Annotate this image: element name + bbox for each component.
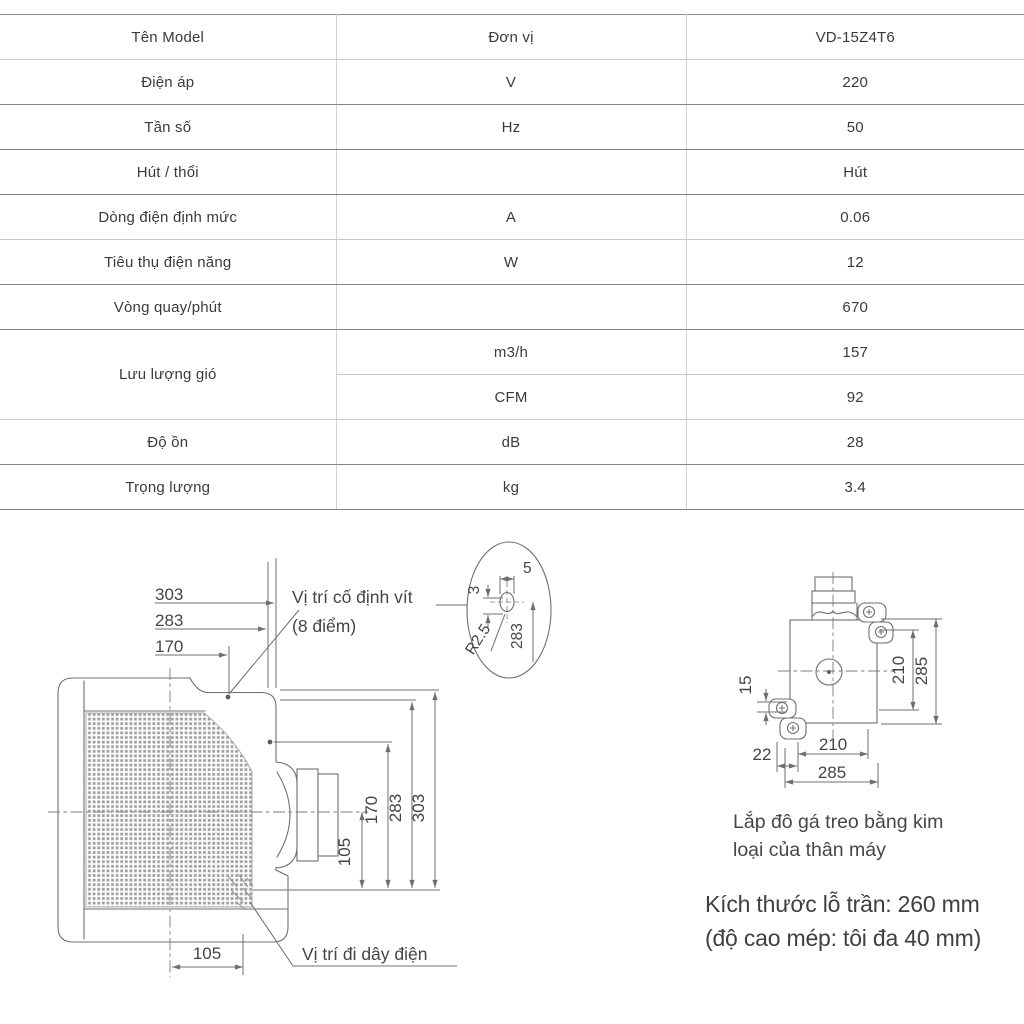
spec-table xyxy=(0,14,1024,510)
table-row xyxy=(0,150,1024,195)
side-view-drawing xyxy=(48,542,551,977)
spec-value: 0.06 xyxy=(686,195,1024,240)
screw-position-note: Vị trí cố định vít xyxy=(292,587,413,607)
spec-label: Dòng điện định mức xyxy=(0,195,336,240)
dim-label: 210 xyxy=(889,655,908,685)
table-row xyxy=(0,195,1024,240)
spec-value: 670 xyxy=(686,285,1024,330)
wire-position-note: Vị trí đi dây điện xyxy=(302,944,428,964)
duct-pipe xyxy=(815,577,852,591)
table-row xyxy=(0,60,1024,105)
spec-value: 12 xyxy=(686,240,1024,285)
spec-value: Hút xyxy=(686,150,1024,195)
spec-value: 50 xyxy=(686,105,1024,150)
fan-body-top xyxy=(790,620,877,723)
spec-label: Tiêu thụ điện năng xyxy=(0,240,336,285)
spec-label: Trọng lượng xyxy=(0,465,336,510)
bracket-caption: Lắp đô gá treo bằng kim xyxy=(733,811,944,833)
spec-label: Hút / thổi xyxy=(0,150,336,195)
dim-label: 3 xyxy=(466,585,483,595)
ceiling-hole-note: (độ cao mép: tôi đa 40 mm) xyxy=(705,925,982,951)
table-header-row xyxy=(0,15,1024,60)
spec-unit xyxy=(336,150,686,195)
spec-unit: kg xyxy=(336,465,686,510)
spec-unit: W xyxy=(336,240,686,285)
spec-label: Vòng quay/phút xyxy=(0,285,336,330)
spec-value: 157 xyxy=(686,330,1024,375)
grille-pattern xyxy=(86,713,252,907)
header-model: Tên Model xyxy=(0,15,336,60)
dim-label: 303 xyxy=(155,585,184,604)
screw-position-note: (8 điểm) xyxy=(292,616,357,636)
spec-unit: dB xyxy=(336,420,686,465)
dim-label: 283 xyxy=(509,623,526,649)
spec-unit: Hz xyxy=(336,105,686,150)
bracket-caption: loại của thân máy xyxy=(733,839,886,861)
spec-unit: CFM xyxy=(336,375,686,420)
dim-label: 22 xyxy=(752,745,772,764)
dim-label: 285 xyxy=(817,763,847,782)
spec-label: Tần số xyxy=(0,105,336,150)
dim-label: 283 xyxy=(386,793,405,823)
radius-label: R2.5 xyxy=(462,621,495,658)
dim-label: 15 xyxy=(736,675,755,695)
dim-label: 170 xyxy=(155,637,184,656)
spec-unit: V xyxy=(336,60,686,105)
technical-drawings xyxy=(0,510,1024,1024)
screw-point xyxy=(268,740,273,745)
spec-value: 28 xyxy=(686,420,1024,465)
spec-table-wrapper xyxy=(0,14,1024,510)
spec-unit: m3/h xyxy=(336,330,686,375)
dim-label: 5 xyxy=(523,560,532,577)
dim-label: 285 xyxy=(912,656,931,686)
table-row xyxy=(0,465,1024,510)
dim-label: 170 xyxy=(362,795,381,825)
screw-point xyxy=(226,695,231,700)
table-row xyxy=(0,420,1024,465)
dim-label: 105 xyxy=(192,944,222,963)
spec-unit: A xyxy=(336,195,686,240)
header-unit: Đơn vị xyxy=(336,15,686,60)
spec-label: Độ ồn xyxy=(0,420,336,465)
spec-value: 92 xyxy=(686,375,1024,420)
spec-label: Điện áp xyxy=(0,60,336,105)
dim-label: 283 xyxy=(155,611,184,630)
table-row xyxy=(0,330,1024,375)
spec-unit xyxy=(336,285,686,330)
dim-label: 303 xyxy=(409,793,428,823)
screw-detail-bubble xyxy=(462,542,551,678)
duct-spigot xyxy=(297,769,318,861)
spec-value: 3.4 xyxy=(686,465,1024,510)
spec-label: Lưu lượng gió xyxy=(0,330,336,420)
ceiling-hole-note: Kích thước lỗ trần: 260 mm xyxy=(705,891,980,917)
table-row xyxy=(0,285,1024,330)
table-row xyxy=(0,240,1024,285)
mounting-view-drawing xyxy=(705,572,981,951)
dim-label: 105 xyxy=(335,837,354,867)
table-row xyxy=(0,105,1024,150)
spec-value: 220 xyxy=(686,60,1024,105)
header-value: VD-15Z4T6 xyxy=(686,15,1024,60)
dim-label: 210 xyxy=(818,735,848,754)
